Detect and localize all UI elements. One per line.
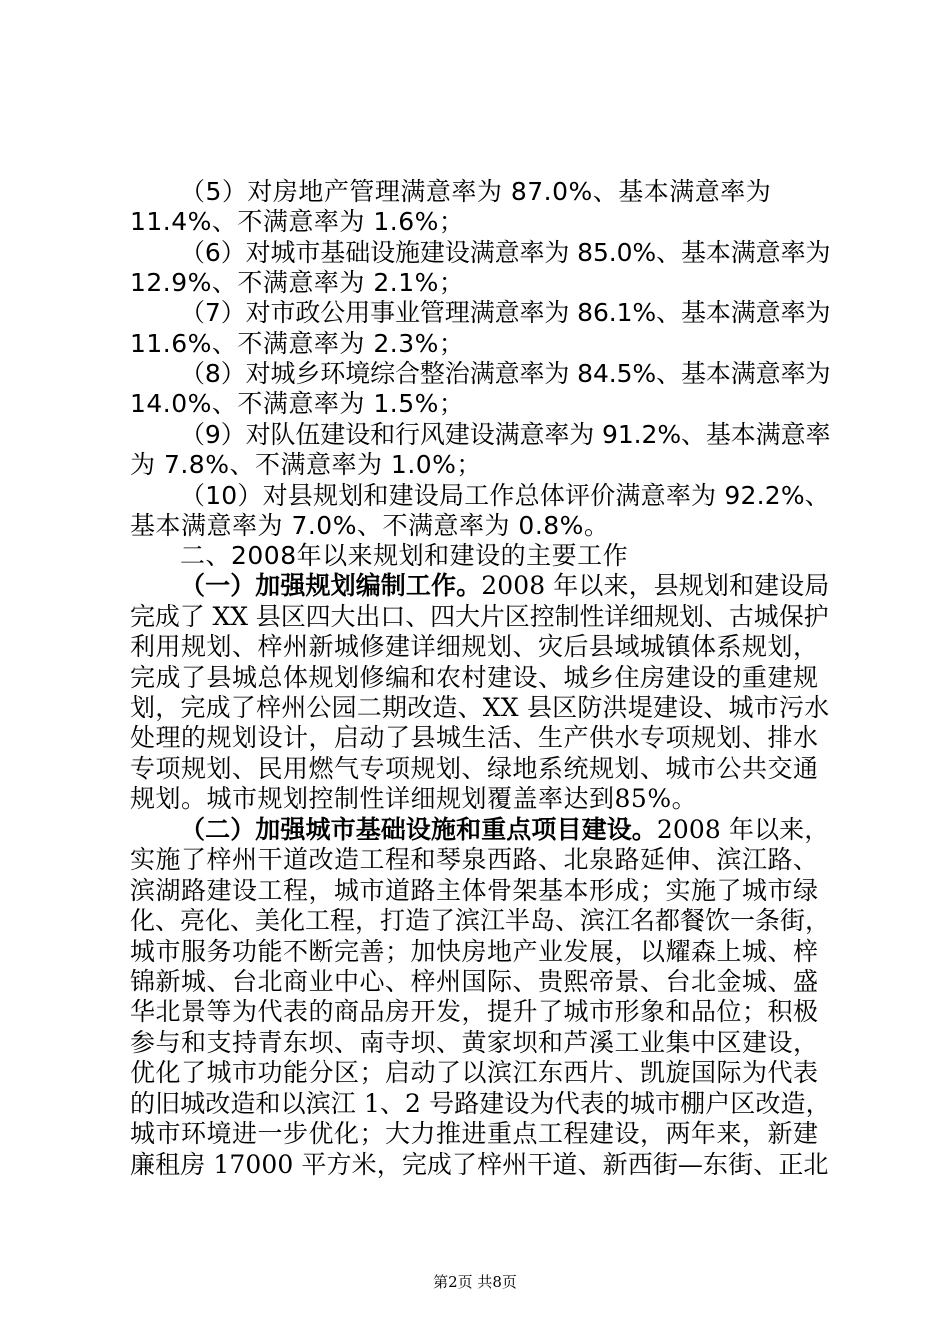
paragraph-2-line: 廉租房 17000 平方米，完成了梓州干道、新西街—东街、正北	[130, 1150, 829, 1179]
paragraph-2-line: 化、亮化、美化工程，打造了滨江半岛、滨江名都餐饮一条街，	[130, 906, 831, 935]
paragraph-1-text: 2008 年以来，县规划和建设局	[481, 571, 830, 600]
paragraph-2-line: 优化了城市功能分区；启动了以滨江东西片、凯旋国际为代表	[130, 1058, 819, 1087]
survey-item-8-line-1: （8）对城乡环境综合整治满意率为 84.5%、基本满意率为	[180, 359, 831, 388]
paragraph-1-line: 处理的规划设计，启动了县城生活、生产供水专项规划、排水	[130, 723, 819, 752]
paragraph-2-line: 城市环境进一步优化；大力推进重点工程建设，两年来，新建	[130, 1119, 819, 1148]
paragraph-2-line: 滨湖路建设工程，城市道路主体骨架基本形成；实施了城市绿	[130, 876, 819, 905]
survey-item-10-line-1: （10）对县规划和建设局工作总体评价满意率为 92.2%、	[180, 481, 830, 510]
paragraph-2-heading: （二）加强城市基础设施和重点项目建设。	[180, 815, 657, 844]
survey-item-7-line-1: （7）对市政公用事业管理满意率为 86.1%、基本满意率为	[180, 298, 831, 327]
paragraph-2-line: 华北景等为代表的商品房开发，提升了城市形象和品位；积极	[130, 997, 819, 1026]
paragraph-2-line: 实施了梓州干道改造工程和琴泉西路、北泉路延伸、滨江路、	[130, 845, 819, 874]
survey-item-9-line-1: （9）对队伍建设和行风建设满意率为 91.2%、基本满意率	[180, 420, 831, 449]
survey-item-6-line-1: （6）对城市基础设施建设满意率为 85.0%、基本满意率为	[180, 238, 831, 267]
survey-item-9-line-2: 为 7.8%、不满意率为 1.0%；	[130, 450, 482, 479]
paragraph-2-first-line	[180, 815, 830, 845]
paragraph-2-line: 城市服务功能不断完善；加快房地产业发展，以耀森上城、梓	[130, 937, 819, 966]
paragraph-1-heading: （一）加强规划编制工作。	[180, 571, 482, 600]
survey-item-5-line-2: 11.4%、不满意率为 1.6%；	[130, 207, 465, 236]
paragraph-1-first-line	[180, 571, 830, 601]
paragraph-1-line: 划，完成了梓州公园二期改造、XX 县区防洪堤建设、城市污水	[130, 693, 830, 722]
survey-item-8-line-2: 14.0%、不满意率为 1.5%；	[130, 389, 465, 418]
survey-item-7-line-2: 11.6%、不满意率为 2.3%；	[130, 329, 465, 358]
survey-item-6-line-2: 12.9%、不满意率为 2.1%；	[130, 268, 465, 297]
section-heading: 二、2008年以来规划和建设的主要工作	[180, 541, 629, 570]
paragraph-1-line: 完成了 XX 县区四大出口、四大片区控制性详细规划、古城保护	[130, 602, 829, 631]
survey-item-5-line-1: （5）对房地产管理满意率为 87.0%、基本满意率为	[180, 177, 772, 206]
paragraph-1-line: 完成了县城总体规划修编和农村建设、城乡住房建设的重建规	[130, 663, 819, 692]
page-footer: 第2页 共8页	[433, 1273, 517, 1291]
paragraph-1-line: 规划。城市规划控制性详细规划覆盖率达到85%。	[130, 784, 698, 813]
survey-item-10-line-2: 基本满意率为 7.0%、不满意率为 0.8%。	[130, 511, 610, 540]
paragraph-1-line: 利用规划、梓州新城修建详细规划、灾后县域城镇体系规划，	[130, 632, 819, 661]
paragraph-1-line: 专项规划、民用燃气专项规划、绿地系统规划、城市公共交通	[130, 754, 819, 783]
paragraph-2-text: 2008 年以来，	[656, 815, 830, 844]
paragraph-2-line: 锦新城、台北商业中心、梓州国际、贵熙帝景、台北金城、盛	[130, 967, 819, 996]
paragraph-2-line: 参与和支持青东坝、南寺坝、黄家坝和芦溪工业集中区建设，	[130, 1028, 819, 1057]
paragraph-2-line: 的旧城改造和以滨江 1、2 号路建设为代表的城市棚户区改造，	[130, 1089, 831, 1118]
